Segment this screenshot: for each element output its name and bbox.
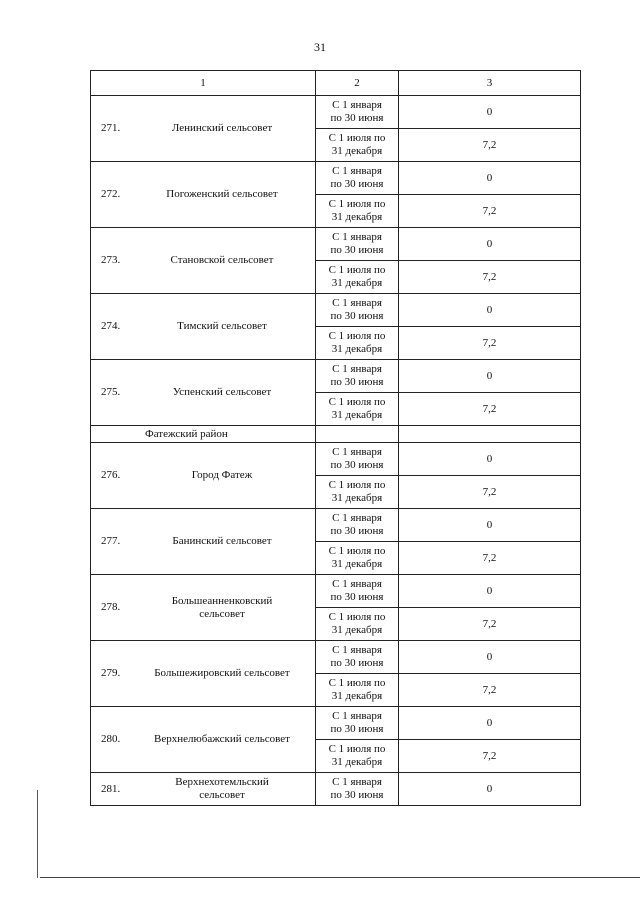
value-cell: 0 [399, 443, 581, 476]
value-cell: 0 [399, 509, 581, 542]
empty-cell [316, 426, 399, 443]
row-number: 275. [101, 386, 121, 398]
settlement-wrap [91, 443, 315, 508]
settlement-wrap [91, 162, 315, 227]
value-cell: 7,2 [399, 476, 581, 509]
settlement-wrap [91, 773, 315, 805]
settlement-name: Тимский сельсовет [177, 320, 267, 332]
period-cell: С 1 января по 30 июня [316, 707, 399, 740]
table-row [91, 707, 581, 740]
settlement-name: Погоженский сельсовет [166, 188, 278, 200]
settlement-cell [91, 96, 316, 162]
period-cell: С 1 января по 30 июня [316, 162, 399, 195]
value-cell: 0 [399, 360, 581, 393]
empty-cell [399, 426, 581, 443]
table-row [91, 443, 581, 476]
value-cell: 7,2 [399, 542, 581, 575]
value-cell: 0 [399, 707, 581, 740]
settlement-name: Верхнелюбажский сельсовет [154, 733, 290, 745]
table-row [91, 509, 581, 542]
table-row [91, 641, 581, 674]
value-cell: 7,2 [399, 195, 581, 228]
value-cell: 0 [399, 228, 581, 261]
settlement-cell [91, 294, 316, 360]
row-number: 271. [101, 122, 121, 134]
district-name: Фатежский район [91, 426, 316, 443]
table-row [91, 162, 581, 195]
table-row [91, 294, 581, 327]
value-cell: 0 [399, 162, 581, 195]
header-col-2: 2 [316, 71, 399, 96]
settlement-wrap [91, 96, 315, 161]
table-row [91, 360, 581, 393]
row-number: 276. [101, 469, 121, 481]
settlement-name: Успенский сельсовет [172, 386, 272, 398]
value-cell: 0 [399, 641, 581, 674]
period-cell: С 1 июля по 31 декабря [316, 740, 399, 773]
period-cell: С 1 июля по 31 декабря [316, 129, 399, 162]
period-cell: С 1 января по 30 июня [316, 641, 399, 674]
settlement-wrap [91, 228, 315, 293]
settlement-cell [91, 228, 316, 294]
page-number: 31 [314, 40, 326, 54]
settlement-cell [91, 575, 316, 641]
table-row [91, 773, 581, 806]
settlement-wrap [91, 707, 315, 772]
settlement-wrap [91, 360, 315, 425]
settlement-name: Ленинский сельсовет [171, 122, 273, 134]
settlement-cell [91, 509, 316, 575]
settlement-wrap [91, 294, 315, 359]
period-cell: С 1 июля по 31 декабря [316, 195, 399, 228]
period-cell: С 1 января по 30 июня [316, 294, 399, 327]
settlement-wrap [91, 575, 315, 640]
value-cell: 7,2 [399, 129, 581, 162]
value-cell: 7,2 [399, 393, 581, 426]
settlement-cell [91, 773, 316, 806]
settlement-name: Верхнехотемльский сельсовет [175, 776, 269, 801]
settlement-cell [91, 443, 316, 509]
period-cell: С 1 июля по 31 декабря [316, 608, 399, 641]
table-row [91, 96, 581, 129]
tariff-table [90, 70, 581, 806]
value-cell: 7,2 [399, 674, 581, 707]
row-number: 280. [101, 733, 121, 745]
settlement-cell [91, 360, 316, 426]
row-number: 272. [101, 188, 121, 200]
period-cell: С 1 июля по 31 декабря [316, 261, 399, 294]
row-number: 278. [101, 601, 121, 613]
row-number: 279. [101, 667, 121, 679]
period-cell: С 1 июля по 31 декабря [316, 674, 399, 707]
table-row [91, 228, 581, 261]
period-cell: С 1 июля по 31 декабря [316, 393, 399, 426]
value-cell: 0 [399, 773, 581, 806]
row-number: 273. [101, 254, 121, 266]
value-cell: 7,2 [399, 261, 581, 294]
period-cell: С 1 января по 30 июня [316, 575, 399, 608]
value-cell: 0 [399, 96, 581, 129]
value-cell: 7,2 [399, 327, 581, 360]
settlement-name: Банинский сельсовет [172, 535, 272, 547]
page-bottom-line [40, 877, 640, 878]
district-row [91, 426, 581, 443]
period-cell: С 1 января по 30 июня [316, 773, 399, 806]
settlement-name: Становской сельсовет [170, 254, 274, 266]
table-row [91, 575, 581, 608]
header-col-3: 3 [399, 71, 581, 96]
settlement-wrap [91, 641, 315, 706]
row-number: 277. [101, 535, 121, 547]
settlement-name: Город Фатеж [191, 469, 253, 481]
period-cell: С 1 июля по 31 декабря [316, 542, 399, 575]
row-number: 281. [101, 782, 121, 795]
value-cell: 7,2 [399, 740, 581, 773]
header-col-1: 1 [91, 71, 316, 96]
settlement-wrap [91, 509, 315, 574]
settlement-cell [91, 641, 316, 707]
page-edge-mark [37, 790, 38, 878]
period-cell: С 1 января по 30 июня [316, 228, 399, 261]
settlement-name: Большеанненковский сельсовет [171, 594, 273, 620]
period-cell: С 1 января по 30 июня [316, 360, 399, 393]
settlement-cell [91, 162, 316, 228]
period-cell: С 1 января по 30 июня [316, 509, 399, 542]
period-cell: С 1 января по 30 июня [316, 96, 399, 129]
table-body [91, 71, 581, 806]
period-cell: С 1 июля по 31 декабря [316, 476, 399, 509]
value-cell: 0 [399, 575, 581, 608]
period-cell: С 1 июля по 31 декабря [316, 327, 399, 360]
header-row [91, 71, 581, 96]
settlement-name: Большежировский сельсовет [154, 667, 290, 679]
row-number: 274. [101, 320, 121, 332]
value-cell: 0 [399, 294, 581, 327]
value-cell: 7,2 [399, 608, 581, 641]
settlement-cell [91, 707, 316, 773]
period-cell: С 1 января по 30 июня [316, 443, 399, 476]
